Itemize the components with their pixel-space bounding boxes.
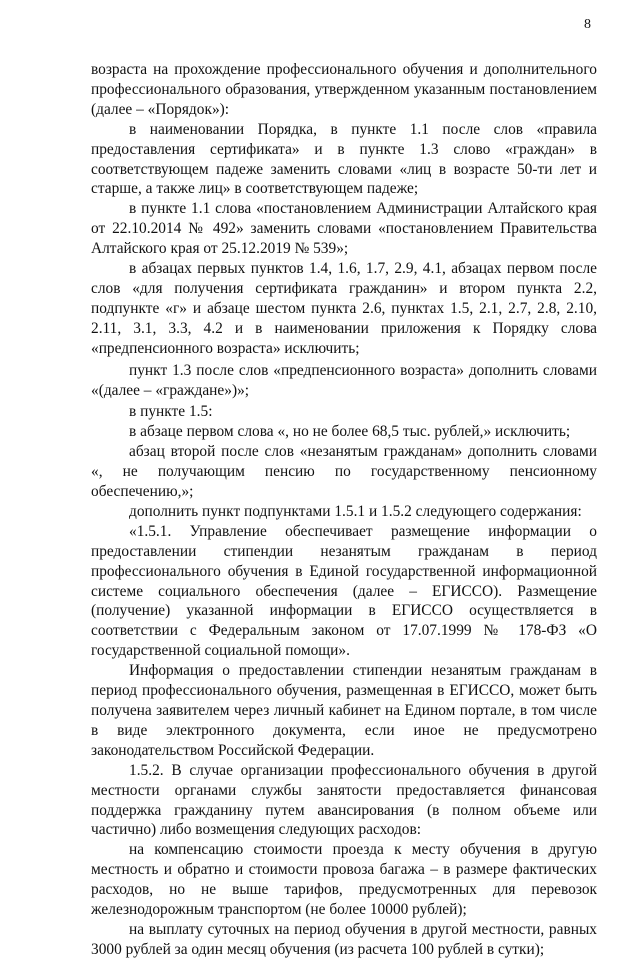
- paragraph-amendment-exclusions: в абзацах первых пунктов 1.4, 1.6, 1.7, 2.9, 4.1, абзацах первом после слов «для получения сертификата гражданин» и втором пункта 2.2, подпункте «г» и абзаце шестом пункта 2.6, пунктах 1.5, 2.1, 2.7, 2.8, 2.10, 2.11, 3.1, 3.3, 4.2 и в наименовании приложения к Порядку слова «предпенсионного возраста» исключить;: [91, 260, 597, 357]
- paragraph-item-1-5-heading: в пункте 1.5:: [129, 403, 213, 421]
- paragraph-travel-compensation: на компенсацию стоимости проезда к месту обучения в другую местность и обратно и стоимости провоза багажа – в размере фактических расходов, но не выше тарифов, предусмотренных для перевозок железнодорожным транспортом (не более 10000 рублей);: [91, 841, 597, 919]
- document-body: [91, 60, 597, 960]
- paragraph-daily-allowance: на выплату суточных на период обучения в другой местности, равных 3000 рублей за один месяц обучения (из расчета 100 рублей в сутки);: [91, 920, 597, 958]
- paragraph-item-1-5-second: абзац второй после слов «незанятым гражданам» дополнить словами «, не получающим пенсию по государственному пенсионному обеспечению,»;: [91, 443, 597, 501]
- paragraph-egisso-info: Информация о предоставлении стипендии незанятым гражданам в период профессионального обучения, размещенная в ЕГИССО, может быть получена заявителем через личный кабинет на Едином портале, в том числе в виде электронного документа, если иное не предусмотрено законодательством Российской Федерации.: [91, 662, 597, 759]
- paragraph-subitem-1-5-1: «1.5.1. Управление обеспечивает размещение информации о предоставлении стипендии незанятым гражданам в период профессионального обучения в Единой государственной информационной системе социального обеспечения (далее – ЕГИССО). Размещение (получение) указанной информации в ЕГИССО осуществляется в соответствии с Федеральным законом от 17.07.1999 № 178-ФЗ «О государственной социальной помощи».: [91, 522, 597, 660]
- paragraph-add-subitems: дополнить пункт подпунктами 1.5.1 и 1.5.2 следующего содержания:: [129, 502, 582, 520]
- paragraph-amendment-title: в наименовании Порядка, в пункте 1.1 после слов «правила предоставления сертификата» и в пункте 1.3 слово «граждан» в соответствующем падеже заменить словами «лиц в возрасте 50-ти лет и старше, а также лиц» в соответствующем падеже;: [91, 120, 597, 198]
- paragraph-subitem-1-5-2: 1.5.2. В случае организации профессионального обучения в другой местности органами службы занятости предоставляется финансовая поддержка гражданину путем авансирования (в полном объеме или частично) либо возмещения следующих расходов:: [91, 761, 597, 839]
- paragraph-amendment-1-3: пункт 1.3 после слов «предпенсионного возраста» дополнить словами «(далее – «граждане»)»;: [91, 361, 597, 399]
- paragraph-amendment-1-1: в пункте 1.1 слова «постановлением Администрации Алтайского края от 22.10.2014 № 492» заменить словами «постановлением Правительства Алтайского края от 25.12.2019 № 539»;: [91, 200, 597, 258]
- paragraph-item-1-5-first: в абзаце первом слова «, но не более 68,5 тыс. рублей,» исключить;: [129, 423, 571, 441]
- page-number: 8: [584, 17, 591, 32]
- paragraph-intro: возраста на прохождение профессионального обучения и дополнительного профессионального образования, утвержденном указанным постановлением (далее – «Порядок»):: [91, 61, 597, 118]
